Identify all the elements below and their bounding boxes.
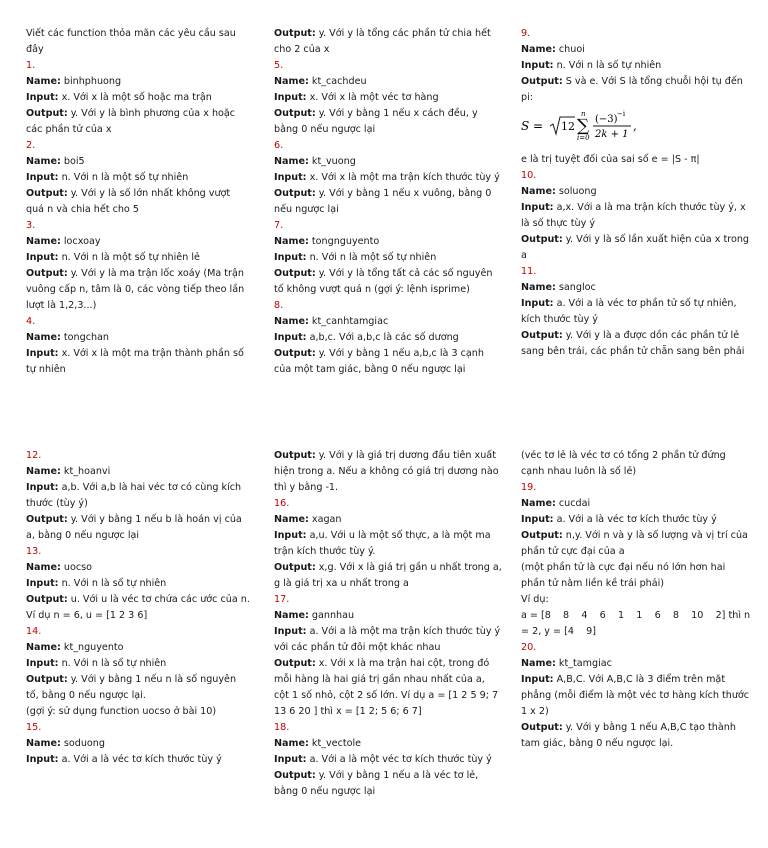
problem-19-example-label: Ví dụ: <box>521 594 549 605</box>
problem-11-input: Input: a. Với a là véc tơ phần tử số tự nhiên, kích thước tùy ý <box>521 298 737 325</box>
problem-7-output: Output: y. Với y là tổng tất cả các số nguyên tố không vượt quá n (gợi ý: lệnh isprime) <box>274 268 493 295</box>
problem-16-name: Name: xagan <box>274 514 342 525</box>
problem-14-output: Output: y. Với y bằng 1 nếu n là số nguyên tố, bằng 0 nếu ngược lại. <box>26 674 237 701</box>
problem-20-output: Output: y. Với y bằng 1 nếu A,B,C tạo thành tam giác, bằng 0 nếu ngược lại. <box>521 722 736 749</box>
problem-13-number: 13. <box>26 546 42 557</box>
problem-9-number: 9. <box>521 28 531 39</box>
problem-12-number: 12. <box>26 450 42 461</box>
column-2-bottom <box>274 448 502 800</box>
formula-lhs: S = <box>521 119 544 133</box>
problem-12-output: Output: y. Với y bằng 1 nếu b là hoán vị của a, bằng 0 nếu ngược lại <box>26 514 242 541</box>
problem-20-name: Name: kt_tamgiac <box>521 658 612 669</box>
problem-4-name: Name: tongchan <box>26 332 110 343</box>
formula-comma: , <box>633 119 637 133</box>
problem-7-number: 7. <box>274 220 284 231</box>
problem-8-number: 8. <box>274 300 284 311</box>
problem-10-number: 10. <box>521 170 537 181</box>
problem-10-name: Name: soluong <box>521 186 597 197</box>
problem-18-name: Name: kt_vectole <box>274 738 362 749</box>
problem-17-name: Name: gannhau <box>274 610 355 621</box>
problem-1-input: Input: x. Với x là một số hoặc ma trận <box>26 92 212 103</box>
column-1-bottom <box>26 448 250 768</box>
problem-9-name: Name: chuoi <box>521 44 585 55</box>
problem-8-name: Name: kt_canhtamgiac <box>274 316 389 327</box>
problem-13-input: Input: n. Với n là số tự nhiên <box>26 578 167 589</box>
problem-15-output: Output: y. Với y là giá trị dương đầu tiên xuất hiện trong a. Nếu a không có giá trị dương nào thì y bằng -1. <box>274 450 499 493</box>
problem-8-output: Output: y. Với y bằng 1 nếu a,b,c là 3 cạnh của một tam giác, bằng 0 nếu ngược lại <box>274 348 484 375</box>
problem-1-number: 1. <box>26 60 36 71</box>
problem-7-name: Name: tongnguyento <box>274 236 380 247</box>
formula-sqrt-value: 12 <box>561 120 575 133</box>
problem-1-output: Output: y. Với y là bình phương của x hoặc các phần tử của x <box>26 108 236 135</box>
formula-numerator: (−3) <box>595 114 618 125</box>
problem-3-number: 3. <box>26 220 36 231</box>
problem-19-input: Input: a. Với a là véc tơ kích thước tùy ý <box>521 514 717 525</box>
problem-4-input: Input: x. Với x là một ma trận thành phần số tự nhiên <box>26 348 244 375</box>
problem-18-number: 18. <box>274 722 290 733</box>
column-2-top <box>274 26 502 378</box>
problem-2-input: Input: n. Với n là một số tự nhiên <box>26 172 189 183</box>
problem-13-name: Name: uocso <box>26 562 92 573</box>
problem-16-number: 16. <box>274 498 290 509</box>
problem-14-input: Input: n. Với n là số tự nhiên <box>26 658 167 669</box>
problem-14-name: Name: kt_nguyento <box>26 642 124 653</box>
problem-6-input: Input: x. Với x là một ma trận kích thước tùy ý <box>274 172 500 183</box>
column-1-top <box>26 26 250 378</box>
problem-17-number: 17. <box>274 594 290 605</box>
problem-2-number: 2. <box>26 140 36 151</box>
problem-1-name: Name: binhphuong <box>26 76 122 87</box>
problem-6-name: Name: kt_vuong <box>274 156 356 167</box>
problem-5-input: Input: x. Với x là một véc tơ hàng <box>274 92 439 103</box>
problem-9-input: Input: n. Với n là số tự nhiên <box>521 60 662 71</box>
problem-9-error: e là trị tuyệt đối của sai số e = |S - π| <box>521 154 700 165</box>
problem-9-output: Output: S và e. Với S là tổng chuỗi hội tụ đến pi: <box>521 76 743 103</box>
problem-4-output: Output: y. Với y là tổng các phần tử chia hết cho 2 của x <box>274 28 491 55</box>
problem-15-input: Input: a. Với a là véc tơ kích thước tùy ý <box>26 754 222 765</box>
problem-19-output: Output: n,y. Với n và y là số lượng và vị trí của phần tử cực đại của a <box>521 530 748 557</box>
formula-denominator: 2k + 1 <box>595 129 629 140</box>
formula-sum-bottom: i=0 <box>577 134 590 142</box>
column-3-bottom <box>521 448 754 752</box>
problem-2-name: Name: boi5 <box>26 156 85 167</box>
problem-19-name: Name: cucdai <box>521 498 591 509</box>
problem-6-output: Output: y. Với y bằng 1 nếu x vuông, bằng 0 nếu ngược lại <box>274 188 492 215</box>
intro-text: Viết các function thỏa mãn các yêu cầu sau đây <box>26 28 236 55</box>
problem-14-number: 14. <box>26 626 42 637</box>
problem-20-input: Input: A,B,C. Với A,B,C là 3 điểm trên mặt phẳng (mỗi điểm là một véc tơ hàng kích thước 1 x 2) <box>521 674 750 717</box>
problem-15-number: 15. <box>26 722 42 733</box>
problem-17-input: Input: a. Với a là một ma trận kích thước tùy ý với các phần tử đôi một khác nhau <box>274 626 501 653</box>
problem-12-input: Input: a,b. Với a,b là hai véc tơ có cùng kích thước (tùy ý) <box>26 482 242 509</box>
problem-11-output: Output: y. Với y là a được dồn các phần tử lẻ sang bên trái, các phần tử chẵn sang bên phải <box>521 330 745 357</box>
series-formula <box>521 106 751 144</box>
sum-symbol: ∑ <box>577 116 590 136</box>
problem-7-input: Input: n. Với n là một số tự nhiên <box>274 252 437 263</box>
problem-16-output: Output: x,g. Với x là giá trị gần u nhất trong a, g là giá trị xa u nhất trong a <box>274 562 502 589</box>
problem-5-output: Output: y. Với y bằng 1 nếu x cách đều, y bằng 0 nếu ngược lại <box>274 108 478 135</box>
problem-5-number: 5. <box>274 60 284 71</box>
problem-16-input: Input: a,u. Với u là một số thực, a là một ma trận kích thước tùy ý. <box>274 530 491 557</box>
problem-11-name: Name: sangloc <box>521 282 596 293</box>
problem-8-input: Input: a,b,c. Với a,b,c là các số dương <box>274 332 459 343</box>
problem-18-note: (véc tơ lẻ là véc tơ có tổng 2 phần tử đứng cạnh nhau luôn là số lẻ) <box>521 450 726 477</box>
problem-15-name: Name: soduong <box>26 738 105 749</box>
problem-18-output: Output: y. Với y bằng 1 nếu a là véc tơ lẻ, bằng 0 nếu ngược lại <box>274 770 479 797</box>
series-formula-graphic <box>521 106 651 144</box>
problem-3-input: Input: n. Với n là một số tự nhiên lẻ <box>26 252 200 263</box>
problem-2-output: Output: y. Với y là số lớn nhất không vượt quá n và chia hết cho 5 <box>26 188 231 215</box>
problem-10-output: Output: y. Với y là số lần xuất hiện của x trong a <box>521 234 749 261</box>
problem-18-input: Input: a. Với a là một véc tơ kích thước tùy ý <box>274 754 492 765</box>
problem-12-name: Name: kt_hoanvi <box>26 466 111 477</box>
problem-6-number: 6. <box>274 140 284 151</box>
problem-19-number: 19. <box>521 482 537 493</box>
problem-14-hint: (gợi ý: sử dụng function uocso ở bài 10) <box>26 706 217 717</box>
formula-exponent: −i <box>617 110 626 118</box>
problem-3-output: Output: y. Với y là ma trận lốc xoáy (Ma trận vuông cấp n, tâm là 0, các vòng tiếp theo lần lượt là 1,2,3...) <box>26 268 245 311</box>
problem-19-example: a = [8 8 4 6 1 1 6 8 10 2] thì n = 2, y = [4 9] <box>521 610 754 637</box>
problem-20-number: 20. <box>521 642 537 653</box>
problem-5-name: Name: kt_cachdeu <box>274 76 367 87</box>
column-3-top <box>521 26 751 360</box>
problem-11-number: 11. <box>521 266 537 277</box>
problem-4-number: 4. <box>26 316 36 327</box>
problem-13-output: Output: u. Với u là véc tơ chứa các ước của n. Ví dụ n = 6, u = [1 2 3 6] <box>26 594 250 621</box>
problem-10-input: Input: a,x. Với a là ma trận kích thước tùy ý, x là số thực tùy ý <box>521 202 746 229</box>
formula-sum-top: n <box>581 110 586 118</box>
problem-19-note: (một phần tử là cực đại nếu nó lớn hơn hai phần tử nằm liền kề trái phải) <box>521 562 726 589</box>
problem-3-name: Name: locxoay <box>26 236 101 247</box>
problem-17-output: Output: x. Với x là ma trận hai cột, trong đó mỗi hàng là hai giá trị gần nhau nhất của a, cột 1 số nhỏ, cột 2 số lớn. Ví dụ a = [1 2 5 9; 7 13 6 20 ] thì x = [1 2; 5 6; 6 7] <box>274 658 499 717</box>
